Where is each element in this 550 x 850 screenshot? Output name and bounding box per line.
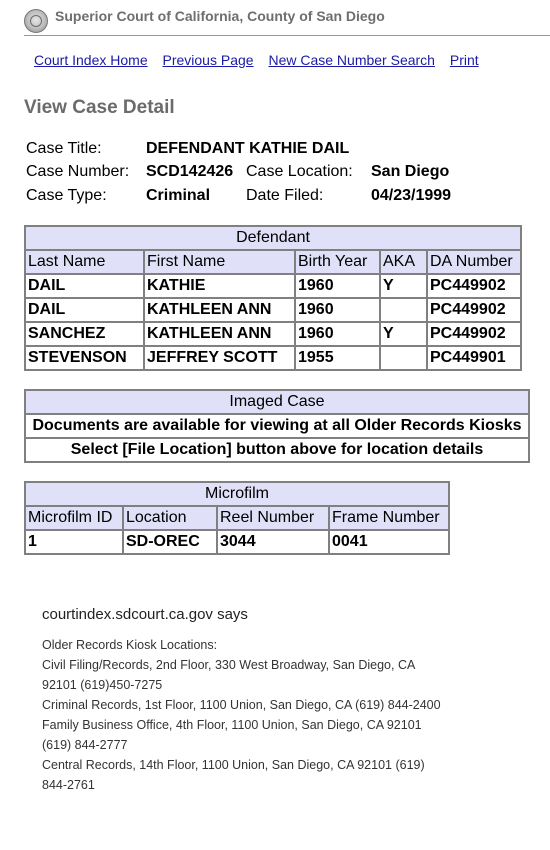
dialog-message-line: 844-2761	[42, 778, 95, 792]
dialog-message-line: Family Business Office, 4th Floor, 1100 Union, San Diego, CA 92101	[42, 718, 422, 732]
aka-cell: Y	[380, 322, 427, 346]
table-row	[25, 322, 521, 346]
case-type-value: Criminal	[146, 186, 211, 204]
da-number-cell: PC449902	[427, 298, 521, 322]
da-number-cell: PC449902	[427, 322, 521, 346]
previous-page-link[interactable]: Previous Page	[162, 52, 254, 68]
column-header: Last Name	[25, 250, 144, 274]
first-name-cell: KATHLEEN ANN	[144, 298, 295, 322]
case-number-label: Case Number:	[26, 163, 130, 181]
aka-cell	[380, 346, 427, 370]
defendant-header-row	[25, 250, 521, 274]
case-location-value: San Diego	[371, 163, 450, 181]
microfilm-caption: Microfilm	[25, 482, 449, 506]
dialog-message-line: (619) 844-2777	[42, 738, 128, 752]
case-title-label: Case Title:	[26, 139, 102, 157]
dialog-message-line: Central Records, 14th Floor, 1100 Union, San Diego, CA 92101 (619)	[42, 758, 425, 772]
column-header: Reel Number	[217, 506, 329, 530]
imaged-case-instruction: Select [File Location] button above for location details	[25, 438, 529, 462]
birth-year-cell: 1955	[295, 346, 380, 370]
da-number-cell: PC449902	[427, 274, 521, 298]
defendant-table	[24, 225, 522, 371]
column-header: Microfilm ID	[25, 506, 123, 530]
frame-number-cell: 0041	[329, 530, 449, 554]
page-title: View Case Detail	[24, 97, 175, 118]
last-name-cell: STEVENSON	[25, 346, 144, 370]
case-info	[24, 137, 451, 208]
imaged-case-table	[24, 389, 530, 463]
date-filed-label: Date Filed:	[246, 186, 324, 204]
microfilm-table	[24, 481, 450, 555]
imaged-case-caption: Imaged Case	[25, 390, 529, 414]
table-row	[25, 274, 521, 298]
case-number-value: SCD142426	[146, 163, 234, 181]
column-header: Frame Number	[329, 506, 449, 530]
dialog-title: courtindex.sdcourt.ca.gov says	[42, 606, 248, 623]
case-title-value: DEFENDANT KATHIE DAIL	[146, 139, 350, 157]
imaged-case-message: Documents are available for viewing at all Older Records Kiosks	[25, 414, 529, 438]
court-index-home-link[interactable]: Court Index Home	[34, 52, 148, 68]
last-name-cell: SANCHEZ	[25, 322, 144, 346]
dialog-message-line: 92101 (619)450-7275	[42, 678, 163, 692]
birth-year-cell: 1960	[295, 274, 380, 298]
column-header: DA Number	[427, 250, 521, 274]
first-name-cell: JEFFREY SCOTT	[144, 346, 295, 370]
first-name-cell: KATHIE	[144, 274, 295, 298]
column-header: AKA	[380, 250, 427, 274]
da-number-cell: PC449901	[427, 346, 521, 370]
column-header: Birth Year	[295, 250, 380, 274]
last-name-cell: DAIL	[25, 298, 144, 322]
birth-year-cell: 1960	[295, 298, 380, 322]
table-row	[25, 346, 521, 370]
dialog-message-line: Older Records Kiosk Locations:	[42, 638, 218, 652]
microfilm-id-cell: 1	[25, 530, 123, 554]
court-name: Superior Court of California, County of San Diego	[55, 8, 385, 24]
birth-year-cell: 1960	[295, 322, 380, 346]
reel-number-cell: 3044	[217, 530, 329, 554]
dialog-message-line: Civil Filing/Records, 2nd Floor, 330 West Broadway, San Diego, CA	[42, 658, 416, 672]
site-header	[24, 8, 550, 36]
date-filed-value: 04/23/1999	[371, 186, 452, 204]
new-case-number-search-link[interactable]: New Case Number Search	[268, 52, 435, 68]
case-location-label: Case Location:	[246, 163, 353, 181]
dialog-message-line: Criminal Records, 1st Floor, 1100 Union, San Diego, CA (619) 844-2400	[42, 698, 441, 712]
last-name-cell: DAIL	[25, 274, 144, 298]
alert-dialog	[42, 606, 482, 795]
defendant-caption: Defendant	[25, 226, 521, 250]
first-name-cell: KATHLEEN ANN	[144, 322, 295, 346]
print-link[interactable]: Print	[449, 52, 479, 68]
column-header: Location	[123, 506, 217, 530]
location-cell: SD-OREC	[123, 530, 217, 554]
nav-links	[34, 52, 490, 68]
microfilm-header-row	[25, 506, 449, 530]
case-type-label: Case Type:	[26, 186, 107, 204]
aka-cell	[380, 298, 427, 322]
column-header: First Name	[144, 250, 295, 274]
aka-cell: Y	[380, 274, 427, 298]
table-row	[25, 530, 449, 554]
table-row	[25, 298, 521, 322]
court-seal-icon	[24, 9, 48, 33]
dialog-message	[42, 635, 482, 795]
